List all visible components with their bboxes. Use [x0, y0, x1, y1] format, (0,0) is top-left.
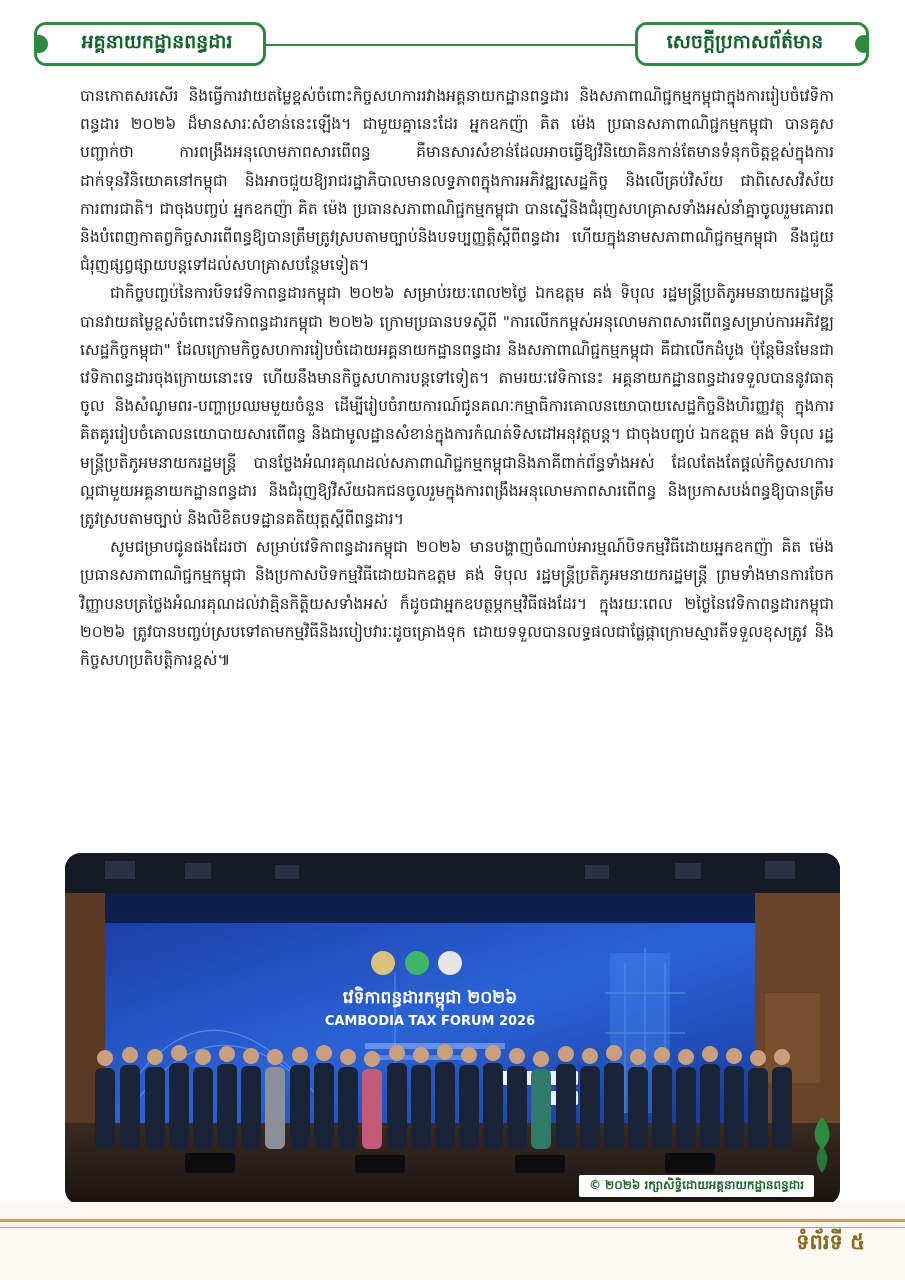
- page-number: ទំព័រទី ៥: [796, 1230, 865, 1254]
- tab-bullet-icon: [855, 35, 869, 53]
- page-header: [0, 0, 905, 72]
- footer-divider-thin: [0, 1227, 905, 1228]
- footer-band: [0, 1202, 905, 1280]
- paragraph-2: ជាកិច្ចបញ្ចប់នៃការបិទវេទិកាពន្ធដារកម្ពុជា ២០២៦ សម្រាប់រយៈពេល២ថ្ងៃ ឯកឧត្តម គង់ ទិបុល រដ្ឋមន្ត្រីប្រតិភូអមនាយករដ្ឋមន្ត្រី បានវាយតម្លៃខ្ពស់ចំពោះវេទិកាពន្ធដារកម្ពុជា ២០២៦ ក្រោមប្រធានបទស្ដីពី "ការលើកកម្ពស់អនុលោមភាពសារពើពន្ធសម្រាប់ការអភិវឌ្ឍសេដ្ឋកិច្ចកម្ពុជា" ដែលក្រោមកិច្ចសហការរៀបចំដោយអគ្គនាយកដ្ឋានពន្ធដារ និងសភាពាណិជ្ជកម្មកម្ពុជា គឺជាលើកដំបូង ប៉ុន្តែមិនមែនជាវេទិកាពន្ធដារចុងក្រោយនោះទេ ហើយនឹងមានកិច្ចសហការបន្តទៅទៀត។ តាមរយៈវេទិកានេះ អគ្គនាយកដ្ឋានពន្ធដារទទួលបាននូវធាតុចូល និងសំណូមពរ-បញ្ហាប្រឈមមួយចំនួន ដើម្បីរៀបចំរាយការណ៍ជូនគណៈកម្មាធិការគោលនយោបាយសេដ្ឋកិច្ចនិងហិរញ្ញវត្ថុ ក្នុងការគិតគូររៀបចំគោលនយោបាយសារពើពន្ធ និងជាមូលដ្ឋានសំខាន់ក្នុងការកំណត់ទិសដៅអនុវត្តបន្ត។ ជាចុងបញ្ចប់ ឯកឧត្តម គង់ ទិបុល រដ្ឋមន្ត្រីប្រតិភូអមនាយករដ្ឋមន្ត្រី បានថ្លែងអំណរគុណដល់សភាពាណិជ្ជកម្មកម្ពុជានិងភាគីពាក់ព័ន្ធទាំងអស់ ដែលតែងតែផ្ដល់កិច្ចសហការល្អជាមួយអគ្គនាយកដ្ឋានពន្ធដារ និងជំរុញឱ្យវិស័យឯកជនចូលរួមក្នុងការពង្រឹងអនុលោមភាពសារពើពន្ធ និងប្រកាសបង់ពន្ធឱ្យបានត្រឹមត្រូវស្របតាមច្បាប់ និងលិខិតបទដ្ឋានគតិយុត្តស្ដីពីពន្ធដារ។: [80, 284, 834, 529]
- paragraph-3: សូមជម្រាបជូនផងដែរថា សម្រាប់វេទិកាពន្ធដារកម្ពុជា ២០២៦ មានបង្ហាញចំណាប់អារម្មណ៍បិទកម្មវិធីដោយអ្នកឧកញ៉ា គិត ម៉េង ប្រធានសភាពាណិជ្ជកម្មកម្ពុជា និងប្រកាសបិទកម្មវិធីដោយឯកឧត្តម គង់ ទិបុល រដ្ឋមន្ត្រីប្រតិភូអមនាយករដ្ឋមន្ត្រី ព្រមទាំងមានការចែកវិញ្ញាបនបត្រថ្លៃងអំណរគុណដល់វាគ្មិនកិត្តិយសទាំងអស់ ក៏ដូចជាអ្នកឧបត្ថម្ភកម្មវិធីផងដែរ។ ក្នុងរយៈពេល ២ថ្ងៃនៃវេទិកាពន្ធដារកម្ពុជា ២០២៦ ត្រូវបានបញ្ចប់ស្របទៅតាមកម្មវិធីនិងរបៀបវារៈដូចគ្រោងទុក ដោយទទួលបានលទ្ធផលជាផ្លែផ្កាក្រោមស្មារតីទទួលខុសត្រូវ និងកិច្ចសហប្រតិបត្តិការខ្ពស់៕: [80, 538, 834, 670]
- header-divider: [250, 44, 675, 46]
- group-photo-illustration: [65, 853, 840, 1205]
- photo-copyright: © ២០២៦ រក្សាសិទ្ធិដោយអគ្គនាយកដ្ឋានពន្ធដារ: [579, 1175, 814, 1197]
- press-release-title: សេចក្ដីប្រកាសព័ត៌មាន: [666, 31, 824, 53]
- footer-divider: [0, 1219, 905, 1222]
- tab-bullet-icon: [34, 35, 48, 53]
- section-tab-right: [635, 22, 869, 66]
- ornament-icon: [808, 1115, 836, 1175]
- paragraph-1: បានកោតសរសើរ និងធ្វើការវាយតម្លៃខ្ពស់ចំពោះកិច្ចសហការរវាងអគ្គនាយកដ្ឋានពន្ធដារ និងសភាពាណិជ្ជកម្មកម្ពុជាក្នុងការរៀបចំវេទិកាពន្ធដារ ២០២៦ ដ៏មានសារៈសំខាន់នេះឡើង។ ជាមួយគ្នានេះដែរ អ្នកឧកញ៉ា គិត ម៉េង ប្រធានសភាពាណិជ្ជកម្មកម្ពុជា បានគូសបញ្ជាក់ថា ការពង្រឹងអនុលោមភាពសារពើពន្ធ គឺមានសារសំខាន់ដែលអាចធ្វើឱ្យវិនិយោគិនកាន់តែមានទំនុកចិត្តខ្ពស់ក្នុងការដាក់ទុនវិនិយោគនៅកម្ពុជា និងអាចជួយឱ្យរាជរដ្ឋាភិបាលមានលទ្ធភាពក្នុងការអភិវឌ្ឍសេដ្ឋកិច្ច និងលើគ្រប់វិស័យ ជាពិសេសវិស័យការពារជាតិ។ ជាចុងបញ្ចប់ អ្នកឧកញ៉ា គិត ម៉េង ប្រធានសភាពាណិជ្ជកម្មកម្ពុជា បានស្នើនិងជំរុញសហគ្រាសទាំងអស់នាំគ្នាចូលរួមគោរព និងបំពេញកាតព្វកិច្ចសារពើពន្ធឱ្យបានត្រឹមត្រូវស្របតាមច្បាប់និងបទប្បញ្ញត្តិស្ដីពីពន្ធដារ ហើយក្នុងនាមសភាពាណិជ្ជកម្មកម្ពុជា នឹងជួយជំរុញផ្សព្វផ្សាយបន្តទៅដល់សហគ្រាសបន្ថែមទៀត។: [80, 87, 834, 275]
- banner-title-english: CAMBODIA TAX FORUM 2026: [324, 1014, 536, 1029]
- section-tab-left: [34, 22, 266, 66]
- event-photo: [65, 853, 840, 1205]
- article-body: [80, 82, 834, 674]
- banner-title-khmer: វេទិកាពន្ធដារកម្ពុជា ២០២៦: [342, 988, 518, 1008]
- department-title: អគ្គនាយកដ្ឋានពន្ធដារ: [81, 31, 233, 53]
